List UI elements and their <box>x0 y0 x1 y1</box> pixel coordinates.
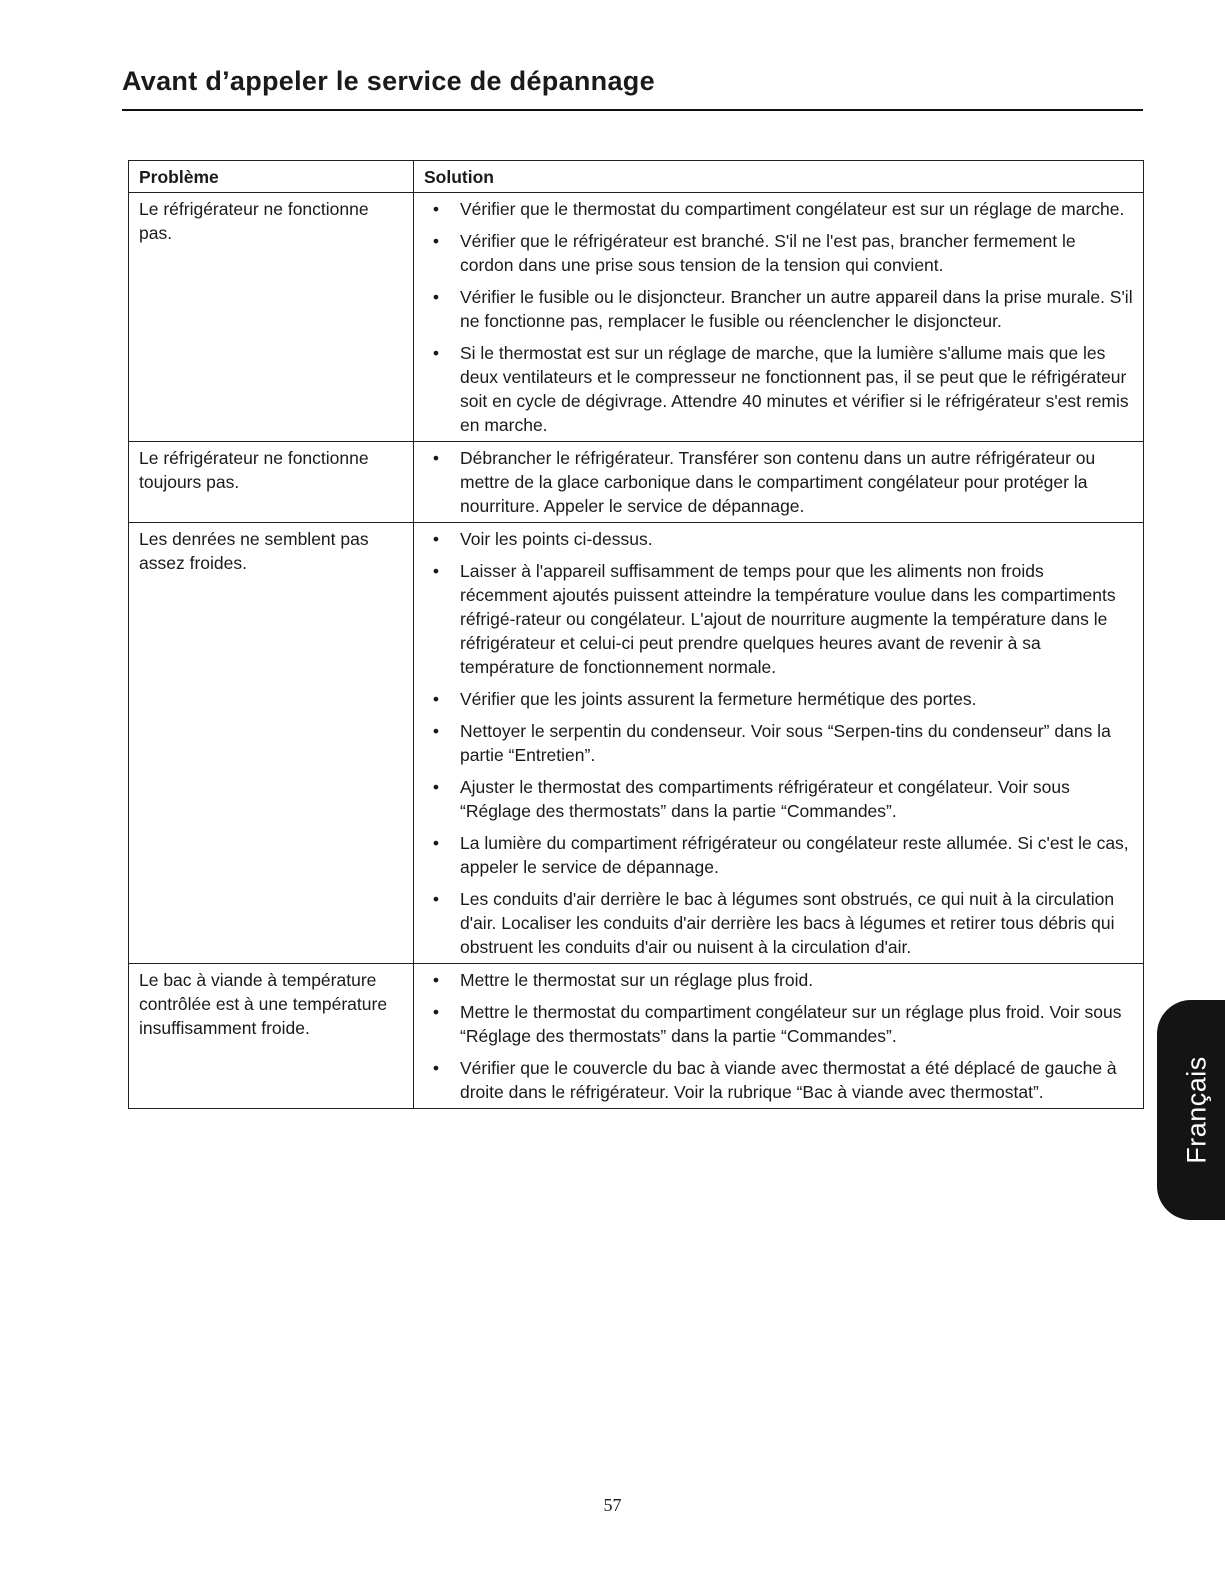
page-number: 57 <box>603 1495 622 1515</box>
troubleshooting-table <box>128 160 1144 1109</box>
list-item <box>428 559 1133 679</box>
solution-text: Vérifier que le réfrigérateur est branché. S'il ne l'est pas, brancher fermement le cordon dans une prise sous tension de la tension qui convient. <box>460 231 1076 275</box>
table-row <box>129 193 1144 442</box>
solution-text: Laisser à l'appareil suffisamment de temps pour que les aliments non froids récemment ajoutés puissent atteindre la température voulue dans les compartiments réfrigé-rateur ou congélateur. L'ajout de nourriture augmente la température dans le réfrigérateur et celui-ci peut prendre quelques heures avant de revenir à sa température de fonctionnement normale. <box>460 561 1116 677</box>
solution-list <box>428 446 1133 518</box>
table-row <box>129 964 1144 1109</box>
list-item <box>428 775 1133 823</box>
column-header-solution: Solution <box>414 161 1144 193</box>
solution-text: Débrancher le réfrigérateur. Transférer son contenu dans un autre réfrigérateur ou mettre de la glace carbonique dans le compartiment congélateur pour protéger la nourriture. Appeler le service de dépannage. <box>460 448 1096 516</box>
language-tab-label: Français <box>1181 1056 1212 1164</box>
list-item <box>428 341 1133 437</box>
bullet-icon: • <box>432 529 440 549</box>
solution-text: La lumière du compartiment réfrigérateur ou congélateur reste allumée. Si c'est le cas, appeler le service de dépannage. <box>460 833 1129 877</box>
title-divider <box>122 109 1143 111</box>
solution-cell <box>414 193 1144 442</box>
solution-text: Vérifier le fusible ou le disjoncteur. Brancher un autre appareil dans la prise murale. S'il ne fonctionne pas, remplacer le fusible ou réenclencher le disjoncteur. <box>460 287 1133 331</box>
problem-cell: Le bac à viande à température contrôlée est à une température insuffisamment froide. <box>129 964 414 1109</box>
solution-text: Nettoyer le serpentin du condenseur. Voir sous “Serpen-tins du condenseur” dans la partie “Entretien”. <box>460 721 1111 765</box>
list-item <box>428 1056 1133 1104</box>
table-row <box>129 442 1144 523</box>
bullet-icon: • <box>432 689 440 709</box>
solution-text: Si le thermostat est sur un réglage de marche, que la lumière s'allume mais que les deux ventilateurs et le compresseur ne fonctionnent pas, il se peut que le réfrigérateur soit en cycle de dégivrage. Attendre 40 minutes et vérifier si le réfrigérateur s'est remis en marche. <box>460 343 1129 435</box>
solution-text: Vérifier que le couvercle du bac à viande avec thermostat a été déplacé de gauche à droite dans le réfrigérateur. Voir la rubrique “Bac à viande avec thermostat”. <box>460 1058 1117 1102</box>
bullet-icon: • <box>432 889 440 909</box>
bullet-icon: • <box>432 343 440 363</box>
page-title: Avant d’appeler le service de dépannage <box>122 66 655 96</box>
solution-cell <box>414 523 1144 964</box>
list-item <box>428 1000 1133 1048</box>
list-item <box>428 719 1133 767</box>
bullet-icon: • <box>432 1002 440 1022</box>
language-tab <box>1157 1000 1225 1220</box>
solution-text: Ajuster le thermostat des compartiments réfrigérateur et congélateur. Voir sous “Réglage des thermostats” dans la partie “Commandes”. <box>460 777 1070 821</box>
bullet-icon: • <box>432 199 440 219</box>
bullet-icon: • <box>432 287 440 307</box>
bullet-icon: • <box>432 1058 440 1078</box>
solution-list <box>428 968 1133 1104</box>
solution-text: Les conduits d'air derrière le bac à légumes sont obstrués, ce qui nuit à la circulation d'air. Localiser les conduits d'air derrière les bacs à légumes et retirer tous débris qui obstruent les conduits d'air ou nuisent à la circulation d'air. <box>460 889 1115 957</box>
solution-text: Vérifier que les joints assurent la fermeture hermétique des portes. <box>460 689 977 709</box>
bullet-icon: • <box>432 833 440 853</box>
problem-cell: Le réfrigérateur ne fonctionne pas. <box>129 193 414 442</box>
list-item <box>428 887 1133 959</box>
bullet-icon: • <box>432 721 440 741</box>
column-header-problem: Problème <box>129 161 414 193</box>
solution-cell <box>414 442 1144 523</box>
solution-text: Vérifier que le thermostat du compartiment congélateur est sur un réglage de marche. <box>460 199 1125 219</box>
solution-text: Voir les points ci-dessus. <box>460 529 653 549</box>
problem-cell: Les denrées ne semblent pas assez froides. <box>129 523 414 964</box>
table-header-row <box>129 161 1144 193</box>
problem-cell: Le réfrigérateur ne fonctionne toujours pas. <box>129 442 414 523</box>
solution-text: Mettre le thermostat sur un réglage plus froid. <box>460 970 814 990</box>
list-item <box>428 285 1133 333</box>
list-item <box>428 446 1133 518</box>
list-item <box>428 527 1133 551</box>
list-item <box>428 968 1133 992</box>
bullet-icon: • <box>432 777 440 797</box>
list-item <box>428 229 1133 277</box>
bullet-icon: • <box>432 448 440 468</box>
list-item <box>428 687 1133 711</box>
bullet-icon: • <box>432 970 440 990</box>
solution-cell <box>414 964 1144 1109</box>
list-item <box>428 197 1133 221</box>
bullet-icon: • <box>432 231 440 251</box>
table-row <box>129 523 1144 964</box>
solution-list <box>428 527 1133 959</box>
bullet-icon: • <box>432 561 440 581</box>
list-item <box>428 831 1133 879</box>
solution-text: Mettre le thermostat du compartiment congélateur sur un réglage plus froid. Voir sous “Réglage des thermostats” dans la partie “Commandes”. <box>460 1002 1122 1046</box>
solution-list <box>428 197 1133 437</box>
